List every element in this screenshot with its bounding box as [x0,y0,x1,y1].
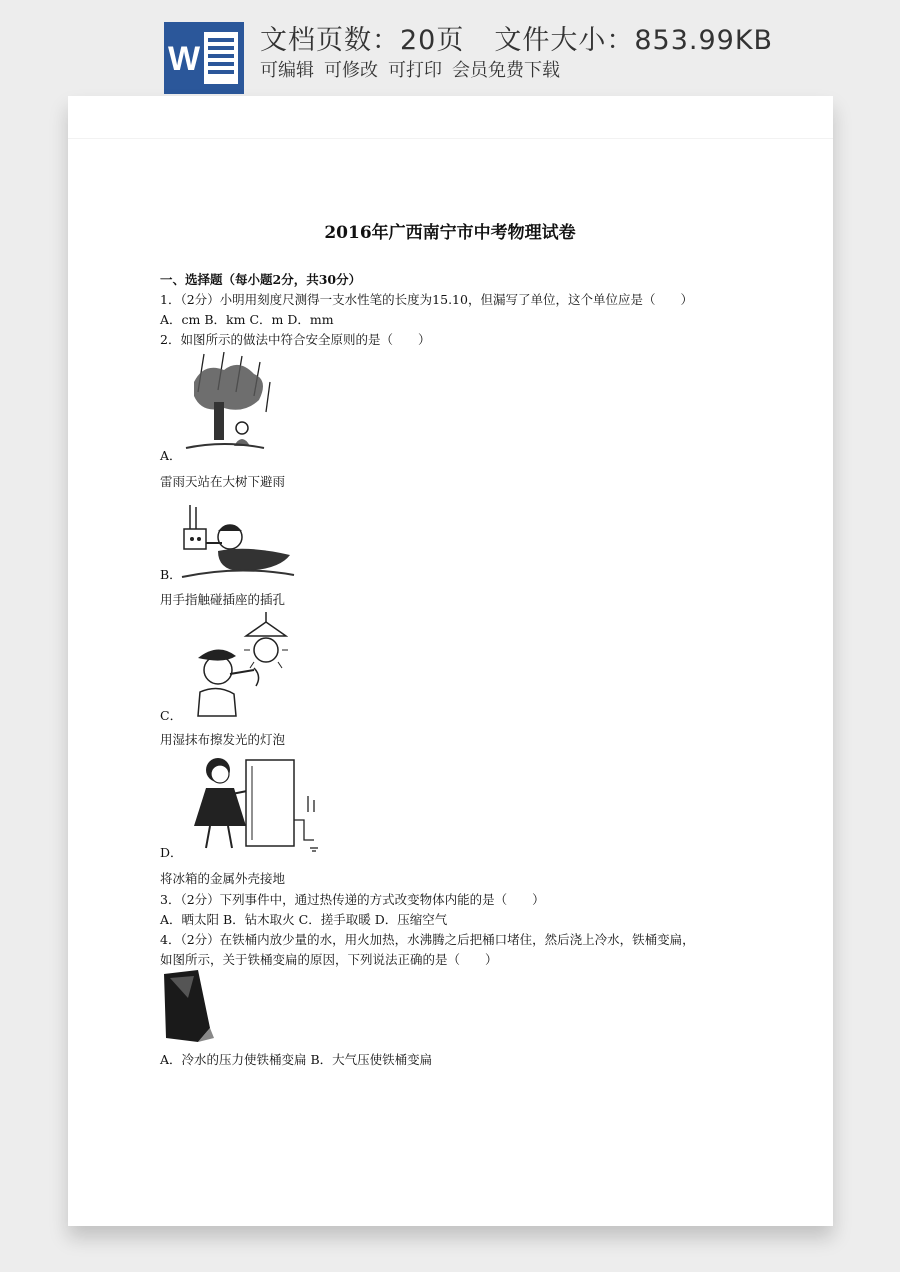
fridge-grounding-illustration [180,756,324,856]
feature-editable: 可编辑 [260,60,314,81]
feature-modifiable: 可修改 [324,60,378,81]
feature-printable: 可打印 [388,60,442,81]
socket-touch-illustration [178,505,296,581]
option-c-label: C． [160,708,183,723]
file-size: 文件大小：853.99KB [494,25,774,56]
option-a-text: 雷雨天站在大树下避雨 [160,474,286,489]
tree-rain-illustration [184,352,276,452]
question-3: 3．（2分）下列事件中，通过热传递的方式改变物体内能的是（ ） [160,892,545,907]
wet-cloth-bulb-illustration [184,612,288,718]
option-b-label: B． [160,567,182,582]
page-top-strip [68,96,833,139]
page-count: 文档页数：20页 [260,25,465,56]
file-info [260,18,773,57]
feature-member-download: 会员免费下载 [452,60,560,81]
question-2: 2．如图所示的做法中符合安全原则的是（ ） [160,332,431,347]
option-c-text: 用湿抹布擦发光的灯泡 [160,732,286,747]
option-b-text: 用手指触碰插座的插孔 [160,592,286,607]
option-a-label: A． [160,448,182,463]
question-1-options: A．cm B．km C．m D．mm [160,312,334,327]
word-document-icon [164,22,244,94]
option-d-text: 将冰箱的金属外壳接地 [160,871,286,886]
option-d-label: D． [160,845,183,860]
question-1: 1．（2分）小明用刻度尺测得一支水性笔的长度为15.10，但漏写了单位，这个单位应是（ ） [160,292,693,307]
feature-list [260,56,570,82]
question-4-continued: 如图所示，关于铁桶变扁的原因，下列说法正确的是（ ） [160,952,498,967]
section-heading: 一、选择题（每小题2分，共30分） [160,272,362,287]
question-3-options: A．晒太阳 B．钻木取火 C．搓手取暖 D．压缩空气 [160,912,448,927]
question-4: 4．（2分）在铁桶内放少量的水，用火加热，水沸腾之后把桶口堵住，然后浇上冷水，铁桶变扁， [160,932,695,947]
svg-text:W: W [167,40,201,78]
question-4-options: A．冷水的压力使铁桶变扁 B．大气压使铁桶变扁 [160,1052,433,1067]
flattened-bucket-illustration [158,968,218,1046]
header-banner [0,0,900,96]
document-title: 2016年广西南宁市中考物理试卷 [324,223,576,243]
